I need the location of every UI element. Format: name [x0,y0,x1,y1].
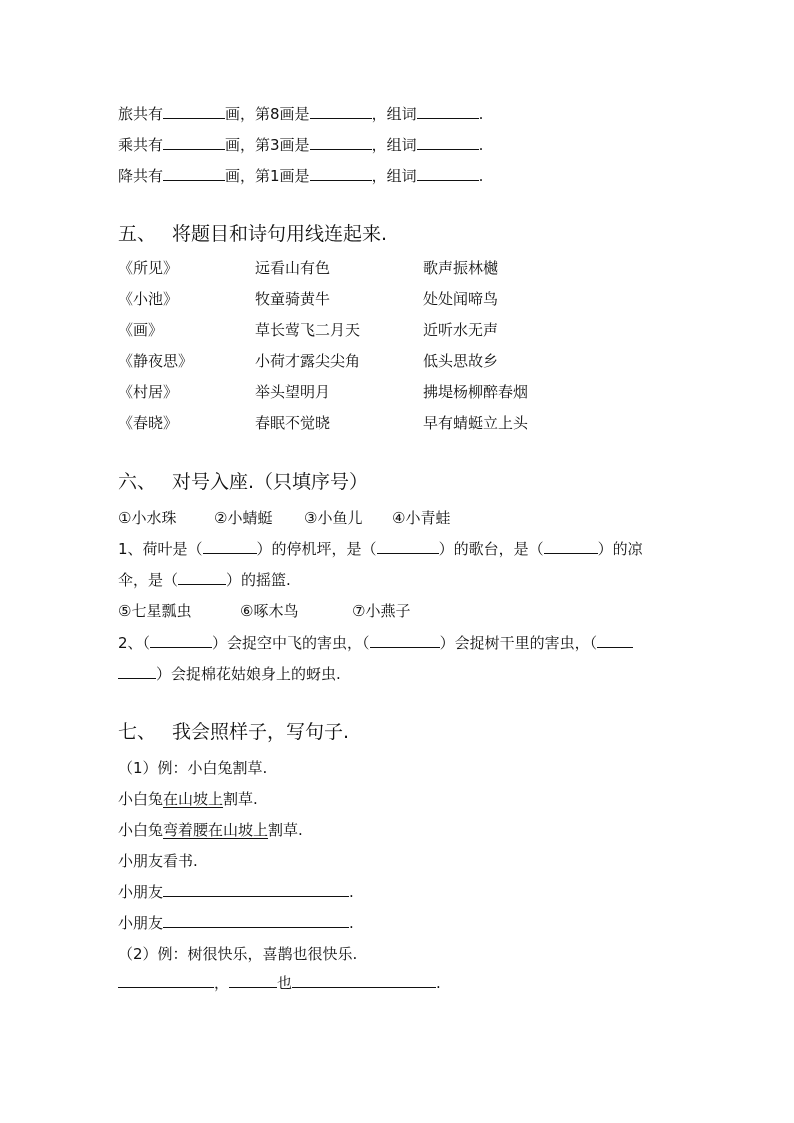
example-sentence [118,820,303,840]
question-text: 2、（ [118,634,151,652]
comma: ， [214,974,230,992]
answer-blank[interactable] [370,633,440,648]
option-item: ③小鱼儿 [304,509,363,527]
poem-title[interactable]: 《春晓》 [118,414,179,432]
answer-blank[interactable] [417,166,479,181]
period: . [436,974,441,992]
question-text: ）会捉空中飞的害虫，（ [212,634,370,652]
poem-title[interactable]: 《静夜思》 [118,352,194,370]
answer-blank[interactable] [310,135,372,150]
poem-line[interactable]: 小荷才露尖尖角 [255,352,361,370]
fill-question-line [118,664,341,684]
poem-line[interactable]: 低头思故乡 [423,352,499,370]
answer-blank[interactable] [417,135,479,150]
question-text: ，组词 [371,105,417,123]
options-row [118,508,450,528]
question-text: ，组词 [371,167,417,185]
section-number: 六、 [118,471,157,493]
section-heading [118,222,387,246]
question-text: ）的摇篮. [226,571,291,589]
question-text: 画，第3画是 [225,136,310,154]
poem-title[interactable]: 《小池》 [118,290,179,308]
answer-blank[interactable] [597,633,633,648]
sentence-text: 小白兔 [118,790,164,808]
question-text: 旅共有 [118,105,164,123]
section-title: 我会照样子，写句子. [172,721,350,743]
answer-blank[interactable] [229,973,277,988]
option-item: ⑥啄木鸟 [240,602,299,620]
question-sentence: 小朋友看书. [118,852,198,870]
answer-blank[interactable] [417,104,479,119]
question-text: 降共有 [118,167,164,185]
answer-blank[interactable] [292,973,436,988]
poem-line[interactable]: 处处闻啼鸟 [423,290,499,308]
question-text: 伞，是（ [118,571,179,589]
sentence-text: 小白兔 [118,821,164,839]
options-row [118,601,410,621]
sentence-text: 小朋友 [118,883,164,901]
answer-blank[interactable] [163,166,225,181]
section-heading [118,720,349,744]
poem-line[interactable]: 早有蜻蜓立上头 [423,414,529,432]
answer-line [118,913,354,933]
example-label: （2）例：树很快乐，喜鹊也很快乐. [118,945,358,963]
option-item: ①小水珠 [118,509,177,527]
poem-line[interactable]: 近听水无声 [423,321,499,339]
question-text: ）会捉树干里的害虫，（ [439,634,598,652]
poem-line[interactable]: 草长莺飞二月天 [255,321,361,339]
question-text: 1、荷叶是（ [118,540,203,558]
example-label: （1）例：小白兔割草. [118,759,268,777]
period: . [349,914,354,932]
question-text: ）会捉棉花姑娘身上的蚜虫. [156,665,341,683]
sentence-text: 也 [277,974,293,992]
answer-line [118,973,441,993]
poem-line[interactable]: 拂堤杨柳醉春烟 [423,383,529,401]
stroke-question-row [118,104,483,124]
option-item: ⑤七星瓢虫 [118,602,192,620]
period: . [478,105,484,123]
poem-title[interactable]: 《所见》 [118,259,179,277]
question-text: ）的凉 [597,540,643,558]
question-text: ，组词 [371,136,417,154]
answer-blank[interactable] [163,882,349,897]
answer-blank[interactable] [203,539,257,554]
poem-line[interactable]: 举头望明月 [255,383,331,401]
period: . [349,883,354,901]
question-text: ）的停机坪，是（ [256,540,377,558]
match-row [118,258,638,278]
underlined-phrase: 弯着腰在山坡上 [163,821,269,839]
option-item: ②小蜻蜓 [214,509,273,527]
answer-blank[interactable] [310,166,372,181]
section-title: 将题目和诗句用线连起来. [172,223,388,245]
answer-blank[interactable] [118,973,214,988]
answer-blank[interactable] [163,135,225,150]
match-row [118,289,638,309]
answer-line [118,882,354,902]
question-text: ）的歌台，是（ [438,540,544,558]
question-text: 画，第1画是 [225,167,310,185]
section-heading [118,470,368,494]
underlined-phrase: 在山坡上 [163,790,224,808]
period: . [478,136,484,154]
answer-blank[interactable] [377,539,439,554]
question-text: 乘共有 [118,136,164,154]
option-item: ④小青蛙 [392,509,451,527]
answer-blank[interactable] [163,104,225,119]
poem-title[interactable]: 《画》 [118,321,164,339]
match-row [118,320,638,340]
section-number: 五、 [118,223,157,245]
section-title: 对号入座.（只填序号） [172,471,369,493]
poem-line[interactable]: 远看山有色 [255,259,331,277]
fill-question-line [118,539,643,559]
sentence-text: 割草. [268,821,303,839]
answer-blank[interactable] [310,104,372,119]
poem-line[interactable]: 歌声振林樾 [423,259,499,277]
fill-question-line [118,633,633,653]
answer-blank[interactable] [544,539,598,554]
section-number: 七、 [118,721,157,743]
option-item: ⑦小燕子 [352,602,411,620]
stroke-question-row [118,135,483,155]
fill-question-line [118,570,291,590]
period: . [478,167,484,185]
stroke-question-row [118,166,483,186]
answer-blank[interactable] [150,633,212,648]
poem-line[interactable]: 牧童骑黄牛 [255,290,331,308]
question-text: 画，第8画是 [225,105,310,123]
example-sentence [118,789,258,809]
match-row [118,382,638,402]
poem-line[interactable]: 春眠不觉晓 [255,414,331,432]
sentence-text: 小朋友 [118,914,164,932]
sentence-text: 割草. [223,790,258,808]
match-row [118,351,638,371]
answer-blank[interactable] [163,913,349,928]
match-row [118,413,638,433]
poem-title[interactable]: 《村居》 [118,383,179,401]
answer-blank[interactable] [178,570,226,585]
answer-blank[interactable] [118,664,156,679]
